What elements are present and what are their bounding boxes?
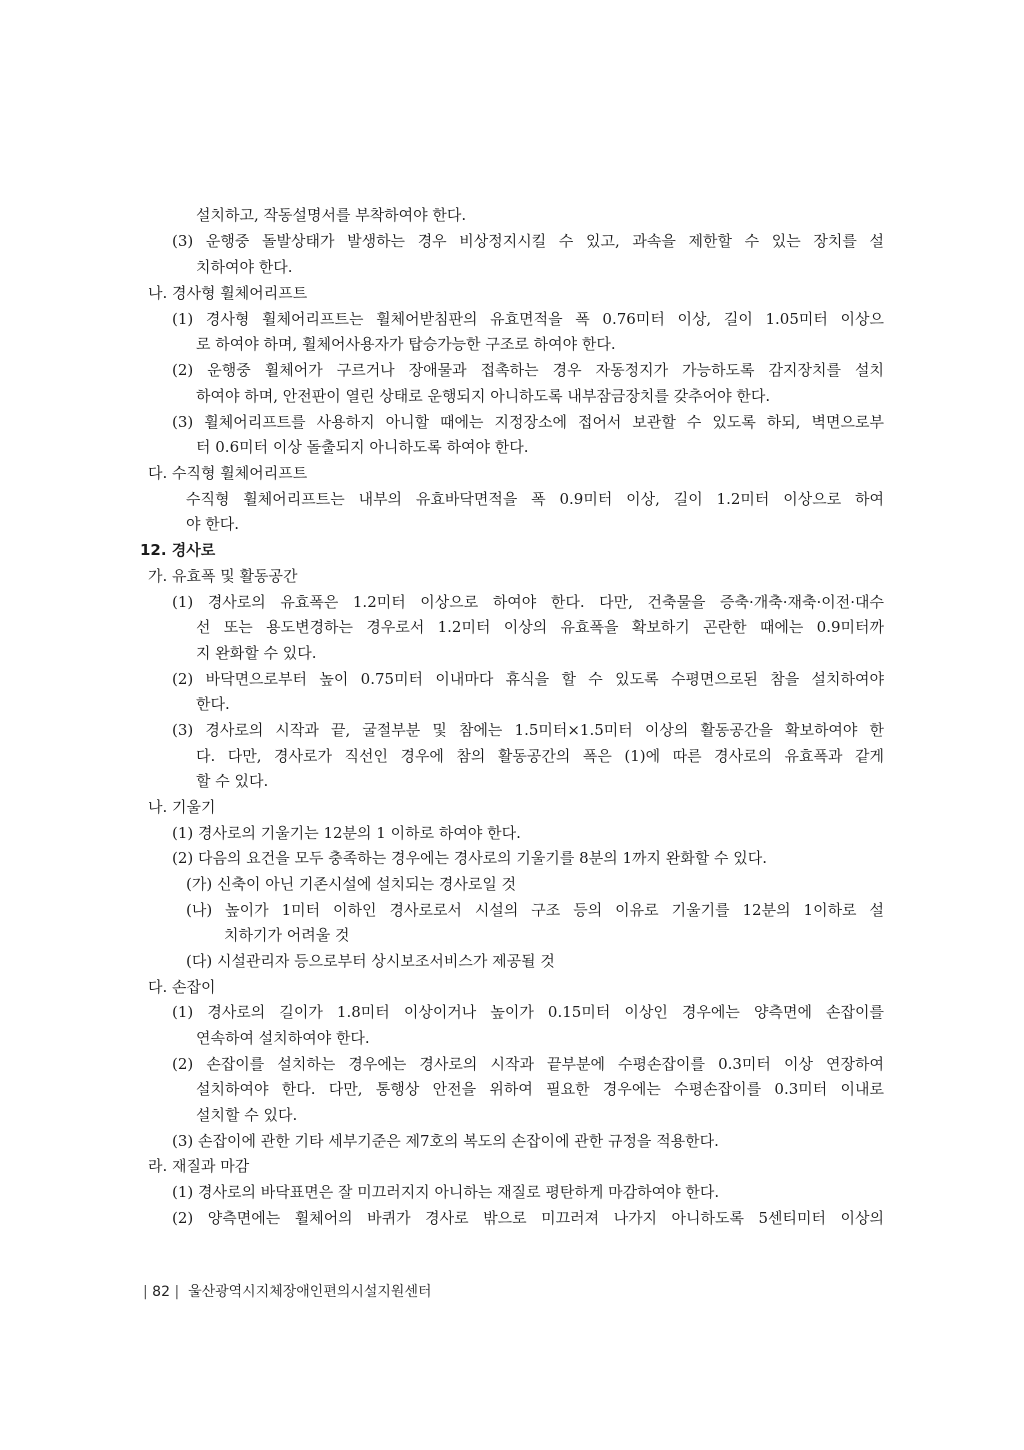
section-heading: 나. 기울기 — [148, 798, 216, 816]
section-heading: 나. 경사형 휠체어리프트 — [148, 284, 308, 302]
text-line: 설치할 수 있다. — [196, 1106, 298, 1124]
text-line: 지 완화할 수 있다. — [196, 644, 317, 662]
section-heading: 다. 손잡이 — [148, 978, 216, 996]
page-number: 82 — [152, 1284, 170, 1300]
text-line: (2) 손잡이를 설치하는 경우에는 경사로의 시작과 끝부분에 수평손잡이를 0.3미터 이상 연장하여 — [172, 1055, 884, 1073]
text-line: 다. 다만, 경사로가 직선인 경우에 참의 활동공간의 폭은 (1)에 따른 경사로의 유효폭과 같게 — [196, 747, 884, 765]
text-line: 로 하여야 하며, 휠체어사용자가 탑승가능한 구조로 하여야 한다. — [196, 335, 616, 353]
text-line: (2) 양측면에는 휠체어의 바퀴가 경사로 밖으로 미끄러져 나가지 아니하도록 5센티미터 이상의 — [172, 1209, 884, 1227]
text-line: 치하기가 어려울 것 — [224, 926, 350, 944]
section-heading: 라. 재질과 마감 — [148, 1157, 250, 1175]
text-line: (2) 운행중 휠체어가 구르거나 장애물과 접촉하는 경우 자동정지가 가능하도록 감지장치를 설치 — [172, 361, 884, 379]
text-line: (나) 높이가 1미터 이하인 경사로로서 시설의 구조 등의 이유로 기울기를 12분의 1이하로 설 — [186, 901, 884, 919]
chapter-heading: 12. 경사로 — [140, 541, 216, 559]
text-line: (1) 경사형 휠체어리프트는 휠체어받침판의 유효면적을 폭 0.76미터 이상, 길이 1.05미터 이상으 — [172, 310, 884, 328]
text-line: (가) 신축이 아닌 기존시설에 설치되는 경사로일 것 — [186, 875, 517, 893]
text-line: 선 또는 용도변경하는 경우로서 1.2미터 이상의 유효폭을 확보하기 곤란한 때에는 0.9미터까 — [196, 618, 884, 636]
text-line: 야 한다. — [186, 515, 240, 533]
text-line: 한다. — [196, 695, 230, 713]
text-line: (3) 운행중 돌발상태가 발생하는 경우 비상정지시킬 수 있고, 과속을 제한할 수 있는 장치를 설 — [172, 232, 884, 250]
footer-separator: | — [174, 1284, 180, 1300]
text-line: 설치하고, 작동설명서를 부착하여야 한다. — [196, 206, 467, 224]
text-line: 수직형 휠체어리프트는 내부의 유효바닥면적을 폭 0.9미터 이상, 길이 1.2미터 이상으로 하여 — [186, 490, 884, 508]
text-line: 치하여야 한다. — [196, 258, 293, 276]
text-line: 하여야 하며, 안전판이 열린 상태로 운행되지 아니하도록 내부잠금장치를 갖추어야 한다. — [196, 387, 771, 405]
page-footer — [143, 1283, 432, 1301]
footer-separator: | — [143, 1284, 148, 1300]
text-line: 터 0.6미터 이상 돌출되지 아니하도록 하여야 한다. — [196, 438, 529, 456]
footer-organization: 울산광역시지체장애인편의시설지원센터 — [188, 1284, 432, 1300]
text-line: (1) 경사로의 바닥표면은 잘 미끄러지지 아니하는 재질로 평탄하게 마감하여야 한다. — [172, 1183, 720, 1201]
section-heading: 가. 유효폭 및 활동공간 — [148, 567, 298, 585]
text-line: 연속하여 설치하여야 한다. — [196, 1029, 370, 1047]
text-line: (3) 손잡이에 관한 기타 세부기준은 제7호의 복도의 손잡이에 관한 규정을 적용한다. — [172, 1132, 719, 1150]
text-line: 설치하여야 한다. 다만, 통행상 안전을 위하여 필요한 경우에는 수평손잡이를 0.3미터 이내로 — [196, 1080, 884, 1098]
text-line: (3) 휠체어리프트를 사용하지 아니할 때에는 지정장소에 접어서 보관할 수 있도록 하되, 벽면으로부 — [172, 413, 884, 431]
text-line: (2) 바닥면으로부터 높이 0.75미터 이내마다 휴식을 할 수 있도록 수평면으로된 참을 설치하여야 — [172, 670, 884, 688]
text-line: (1) 경사로의 기울기는 12분의 1 이하로 하여야 한다. — [172, 824, 521, 842]
text-line: 할 수 있다. — [196, 772, 269, 790]
text-line: (1) 경사로의 유효폭은 1.2미터 이상으로 하여야 한다. 다만, 건축물을 증축·개축·재축·이전·대수 — [172, 593, 884, 611]
text-line: (2) 다음의 요건을 모두 충족하는 경우에는 경사로의 기울기를 8분의 1까지 완화할 수 있다. — [172, 849, 767, 867]
text-line: (1) 경사로의 길이가 1.8미터 이상이거나 높이가 0.15미터 이상인 경우에는 양측면에 손잡이를 — [172, 1003, 884, 1021]
text-line: (3) 경사로의 시작과 끝, 굴절부분 및 참에는 1.5미터×1.5미터 이상의 활동공간을 확보하여야 한 — [172, 721, 884, 739]
section-heading: 다. 수직형 휠체어리프트 — [148, 464, 308, 482]
text-line: (다) 시설관리자 등으로부터 상시보조서비스가 제공될 것 — [186, 952, 555, 970]
